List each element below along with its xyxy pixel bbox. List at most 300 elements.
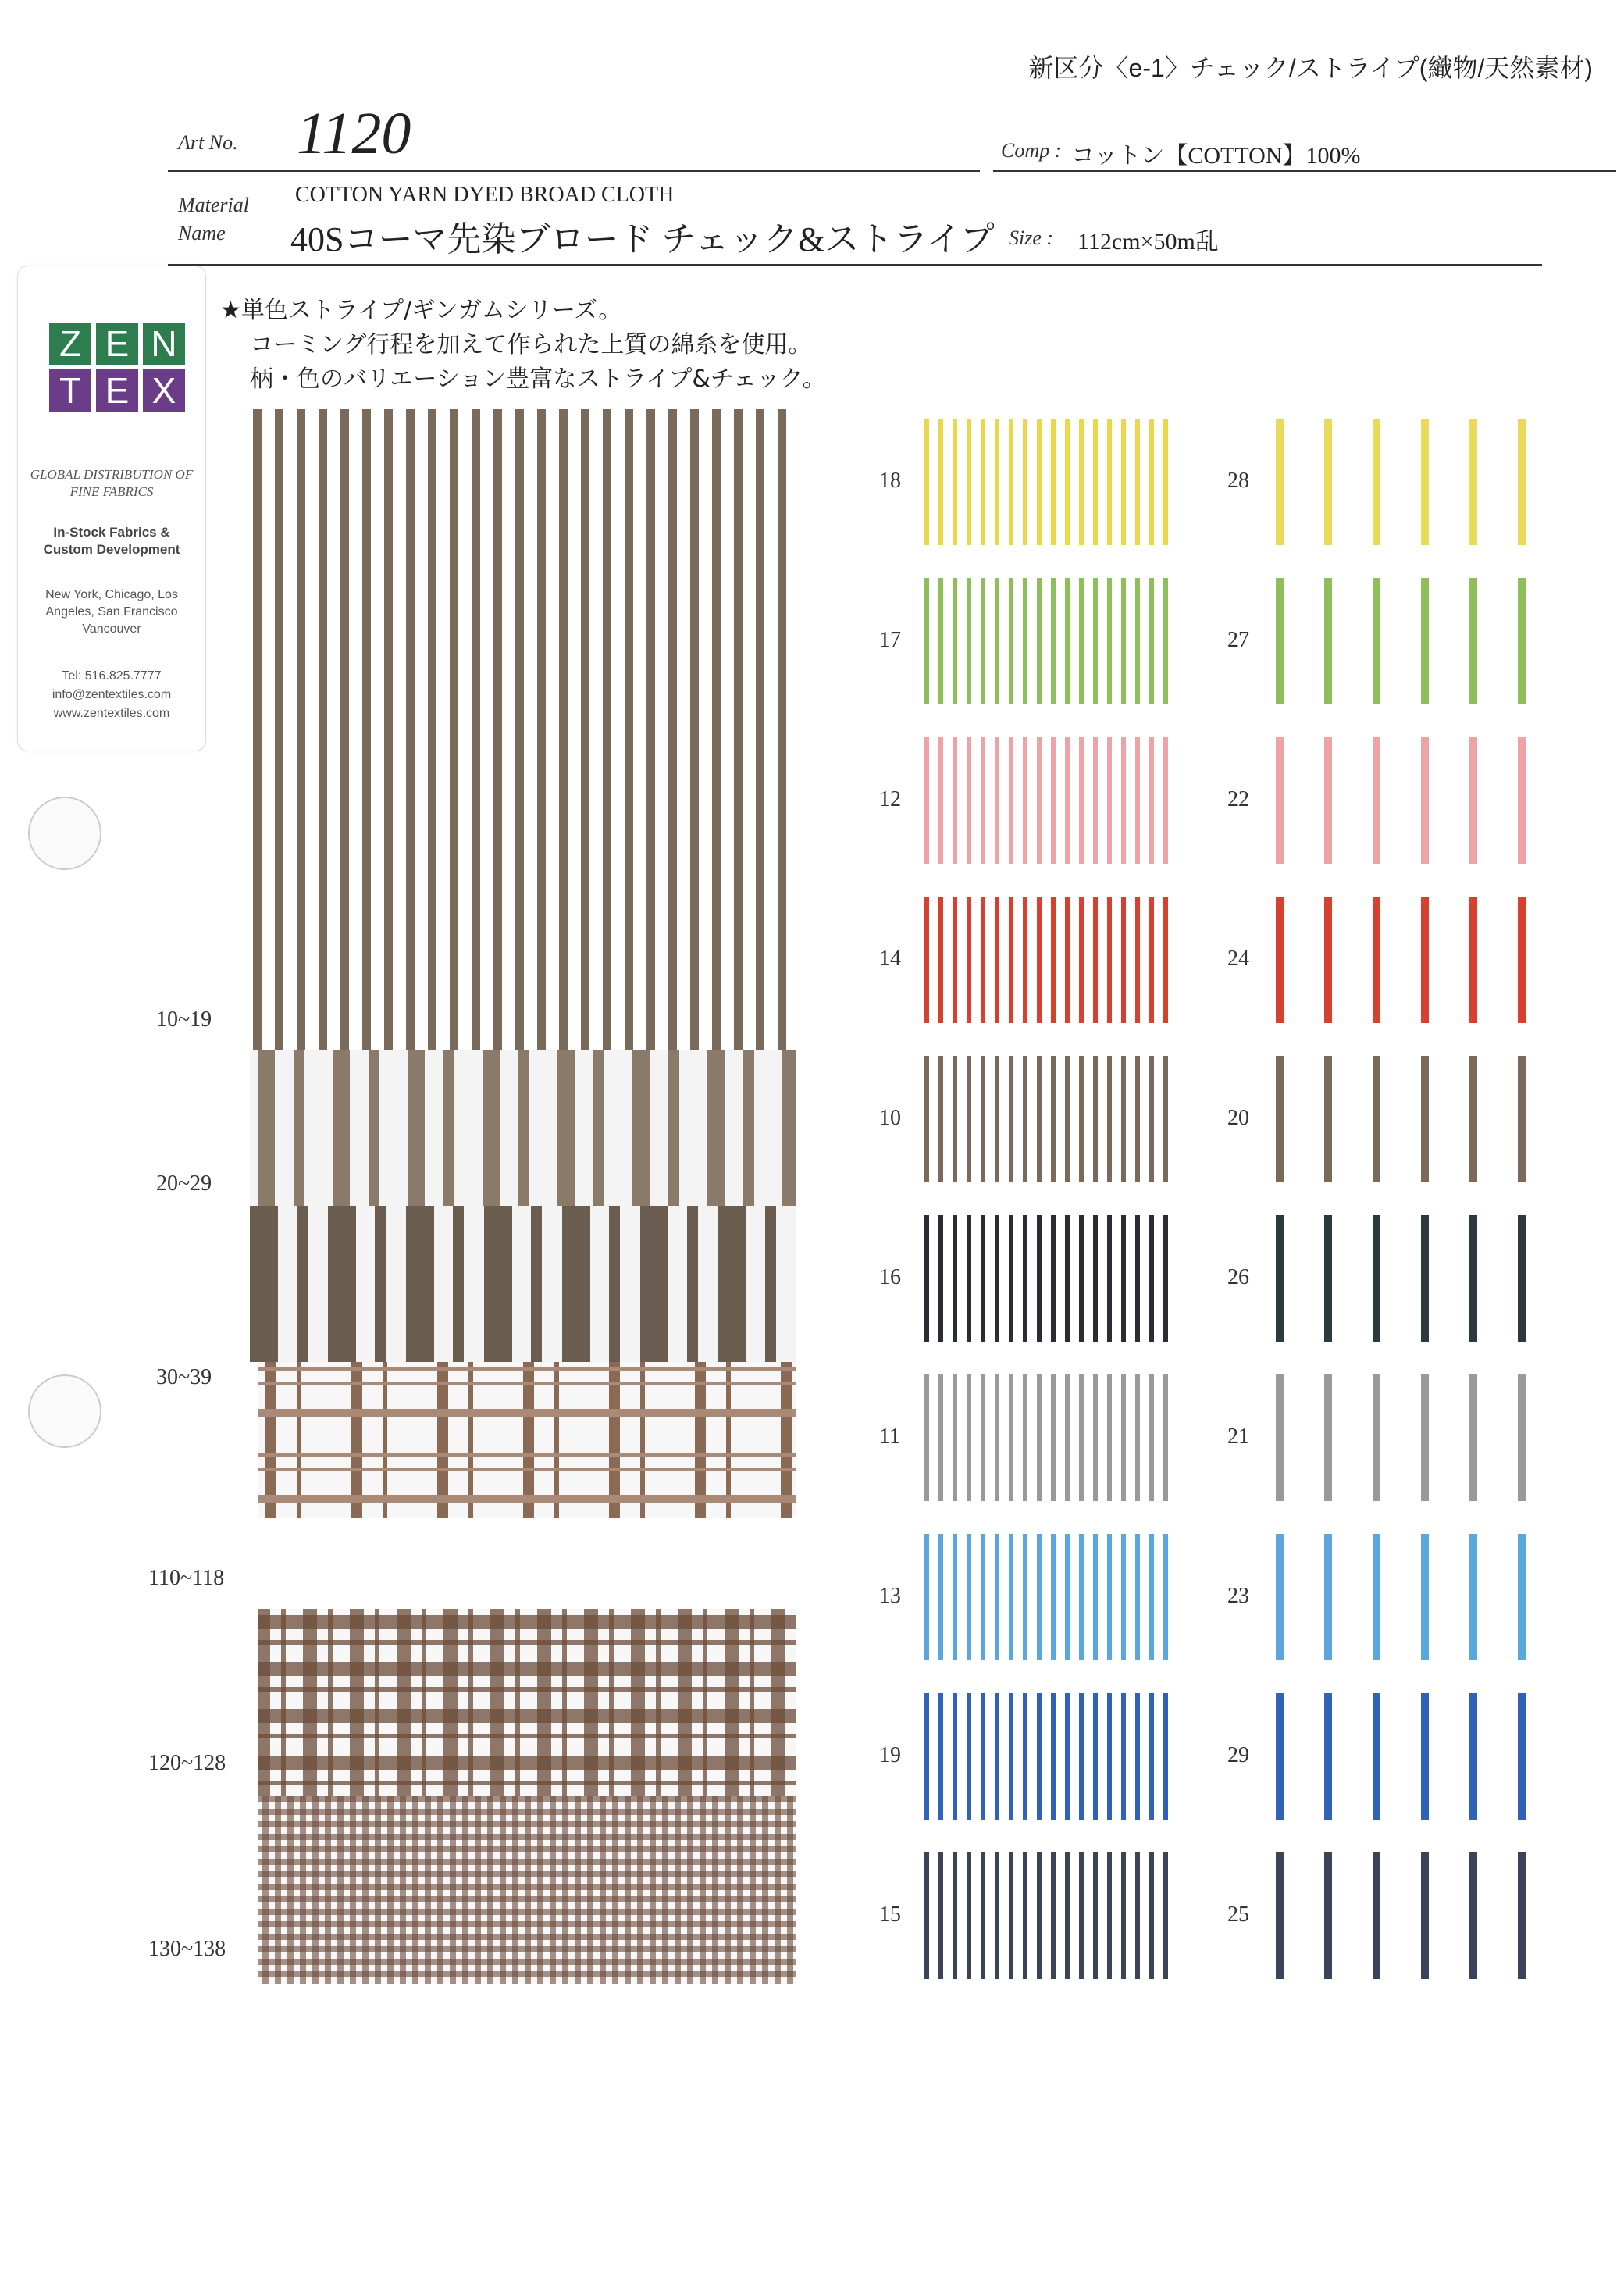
left-col-stripe xyxy=(1065,737,1070,864)
left-col-stripe xyxy=(1051,1534,1056,1660)
right-col-number: 29 xyxy=(1227,1743,1249,1767)
left-col-stripe xyxy=(1009,737,1013,864)
big-swatch-stack xyxy=(250,409,796,1518)
left-col-stripe xyxy=(1135,1852,1140,1979)
left-col-stripe xyxy=(1093,1852,1098,1979)
left-col-stripe xyxy=(1079,1534,1084,1660)
left-col-stripe xyxy=(1149,1374,1154,1501)
right-col-stripe xyxy=(1373,1056,1380,1182)
left-col-stripe xyxy=(1023,1852,1027,1979)
left-col-stripe xyxy=(1107,1534,1112,1660)
left-col-stripe xyxy=(1079,1056,1084,1182)
left-col-stripe xyxy=(1135,1215,1140,1342)
left-col-stripe xyxy=(1037,1374,1042,1501)
left-col-stripe xyxy=(967,1534,971,1660)
left-col-stripe xyxy=(995,1374,999,1501)
right-col-swatch-bg xyxy=(1271,893,1526,1026)
right-col-stripe xyxy=(1324,1852,1332,1979)
left-col-stripe xyxy=(981,419,985,545)
left-col-stripe xyxy=(995,1852,999,1979)
left-col-swatch xyxy=(920,415,1176,548)
brand-tel: Tel: 516.825.7777 xyxy=(62,669,162,683)
left-col-stripe xyxy=(1037,578,1042,704)
left-col-stripe xyxy=(1163,1374,1168,1501)
left-col-stripe xyxy=(1051,1056,1056,1182)
left-col-stripe xyxy=(967,1215,971,1342)
right-col-number: 21 xyxy=(1227,1424,1249,1449)
right-col-stripe xyxy=(1276,1534,1284,1660)
swatch-20-29 xyxy=(250,1050,796,1206)
left-col-stripe xyxy=(1149,1056,1154,1182)
left-col-stripe xyxy=(938,1056,943,1182)
right-col-stripe xyxy=(1469,737,1477,864)
left-col-swatch xyxy=(920,1531,1176,1663)
left-col-stripe xyxy=(1009,1374,1013,1501)
left-col-stripe xyxy=(1135,1374,1140,1501)
left-col-stripe xyxy=(1121,1534,1126,1660)
right-col-stripe xyxy=(1276,1215,1284,1342)
left-col-stripe xyxy=(967,1693,971,1820)
left-col-number: 13 xyxy=(879,1584,901,1608)
left-col-stripe xyxy=(1107,1215,1112,1342)
name-label: Name xyxy=(178,222,226,244)
left-col-stripe xyxy=(924,737,929,864)
left-col-stripe xyxy=(981,1693,985,1820)
left-col-stripe xyxy=(953,1693,957,1820)
left-col-stripe xyxy=(1079,897,1084,1023)
left-col-stripe xyxy=(995,1534,999,1660)
left-col-stripe xyxy=(1107,1693,1112,1820)
left-col-stripe xyxy=(1093,1534,1098,1660)
left-col-stripe xyxy=(995,1693,999,1820)
left-col-stripe xyxy=(938,1215,943,1342)
left-col-stripe xyxy=(1051,419,1056,545)
left-col-stripe xyxy=(1121,1056,1126,1182)
left-col-stripe xyxy=(1065,1534,1070,1660)
left-col-stripe xyxy=(924,419,929,545)
left-col-stripe xyxy=(924,1056,929,1182)
right-col-number: 24 xyxy=(1227,947,1249,971)
right-col-swatch xyxy=(1271,1690,1526,1823)
left-col-stripe xyxy=(1079,1374,1084,1501)
left-col-stripe xyxy=(1023,737,1027,864)
left-col-stripe xyxy=(1079,1852,1084,1979)
comp-rule xyxy=(993,170,1616,172)
left-col-stripe xyxy=(1023,897,1027,1023)
right-col-stripe xyxy=(1324,1215,1332,1342)
category-title: 新区分〈e-1〉チェック/ストライプ(織物/天然素材) xyxy=(1028,54,1593,82)
left-col-stripe xyxy=(967,1374,971,1501)
left-col-stripe xyxy=(995,419,999,545)
right-col-stripe xyxy=(1518,1534,1526,1660)
right-col-stripe xyxy=(1276,1056,1284,1182)
left-col-stripe xyxy=(1163,897,1168,1023)
left-col-stripe xyxy=(953,578,957,704)
left-col-stripe xyxy=(995,1056,999,1182)
left-col-stripe xyxy=(1163,1534,1168,1660)
left-col-number: 16 xyxy=(879,1265,901,1289)
left-col-stripe xyxy=(938,1693,943,1820)
left-col-stripe xyxy=(1051,578,1056,704)
left-col-stripe xyxy=(967,1852,971,1979)
right-col-stripe xyxy=(1469,419,1477,545)
left-col-stripe xyxy=(938,737,943,864)
right-col-number: 23 xyxy=(1227,1584,1249,1608)
left-col-swatch xyxy=(920,734,1176,867)
right-col-swatch-bg xyxy=(1271,1371,1526,1504)
right-col-stripe xyxy=(1518,578,1526,704)
left-col-stripe xyxy=(1065,897,1070,1023)
left-col-stripe xyxy=(1065,1215,1070,1342)
right-col-stripe xyxy=(1276,1374,1284,1501)
left-col-stripe xyxy=(1135,897,1140,1023)
right-col-stripe xyxy=(1276,897,1284,1023)
description-line: コーミング行程を加えて作られた上質の綿糸を使用。 xyxy=(250,331,812,358)
left-col-stripe xyxy=(1023,1056,1027,1182)
left-col-stripe xyxy=(1037,1852,1042,1979)
logo-letter: X xyxy=(143,369,185,412)
left-col-stripe xyxy=(1079,419,1084,545)
left-col-stripe xyxy=(1135,737,1140,864)
right-col-swatch-bg xyxy=(1271,1212,1526,1345)
right-col-stripe xyxy=(1373,1693,1380,1820)
left-col-stripe xyxy=(1149,1693,1154,1820)
description-line: 柄・色のバリエーション豊富なストライプ&チェック。 xyxy=(250,365,826,393)
right-col-number: 28 xyxy=(1227,469,1249,493)
left-col-stripe xyxy=(1051,737,1056,864)
right-col-stripe xyxy=(1421,1056,1429,1182)
right-col-swatch-bg xyxy=(1271,1690,1526,1823)
right-col-swatch xyxy=(1271,415,1526,548)
left-col-stripe xyxy=(1135,1056,1140,1182)
right-col-stripe xyxy=(1518,737,1526,864)
right-col-stripe xyxy=(1518,1693,1526,1820)
left-col-stripe xyxy=(1023,1374,1027,1501)
left-col-number: 10 xyxy=(879,1106,901,1130)
art-no-value: 1120 xyxy=(297,101,411,166)
right-col-stripe xyxy=(1373,578,1380,704)
left-col-stripe xyxy=(967,737,971,864)
left-col-stripe xyxy=(1121,1693,1126,1820)
left-col-stripe xyxy=(967,897,971,1023)
size-value: 112cm×50m乱 xyxy=(1077,229,1219,255)
left-col-stripe xyxy=(1009,1852,1013,1979)
right-col-swatch xyxy=(1271,575,1526,708)
left-col-swatch xyxy=(920,1212,1176,1345)
left-col-stripe xyxy=(1121,1374,1126,1501)
left-col-swatch xyxy=(920,575,1176,708)
right-col-stripe xyxy=(1518,1056,1526,1182)
right-col-swatch xyxy=(1271,734,1526,867)
left-col-stripe xyxy=(1051,1693,1056,1820)
logo-letter: N xyxy=(143,323,185,365)
left-col-stripe xyxy=(1121,578,1126,704)
description-line: ★単色ストライプ/ギンガムシリーズ。 xyxy=(220,297,622,324)
right-col-swatch-bg xyxy=(1271,1849,1526,1982)
left-col-stripe xyxy=(1051,1852,1056,1979)
left-col-stripe xyxy=(953,1534,957,1660)
right-col-stripe xyxy=(1324,1374,1332,1501)
left-col-stripe xyxy=(953,1852,957,1979)
left-col-stripe xyxy=(924,1852,929,1979)
right-col-stripe xyxy=(1276,419,1284,545)
right-col-stripe xyxy=(1469,1374,1477,1501)
left-col-stripe xyxy=(1065,1056,1070,1182)
left-col-stripe xyxy=(1135,578,1140,704)
left-col-stripe xyxy=(1093,1215,1098,1342)
right-col-stripe xyxy=(1469,1852,1477,1979)
left-col-stripe xyxy=(1163,1215,1168,1342)
left-col-stripe xyxy=(1149,1534,1154,1660)
right-col-stripe xyxy=(1373,897,1380,1023)
left-col-number: 18 xyxy=(879,469,901,493)
right-col-number: 26 xyxy=(1227,1265,1249,1289)
left-col-stripe xyxy=(1149,897,1154,1023)
brand-cities: New York, Chicago, Los Angeles, San Francisco Vancouver xyxy=(45,588,178,636)
right-col-swatch-bg xyxy=(1271,575,1526,708)
left-col-number: 19 xyxy=(879,1743,901,1767)
left-col-number: 11 xyxy=(879,1424,900,1449)
left-col-stripe xyxy=(1121,1852,1126,1979)
right-col-stripe xyxy=(1324,737,1332,864)
left-col-stripe xyxy=(1065,1693,1070,1820)
right-col-stripe xyxy=(1469,1056,1477,1182)
left-col-stripe xyxy=(1023,578,1027,704)
logo-letter: T xyxy=(49,369,91,412)
material-en: COTTON YARN DYED BROAD CLOTH xyxy=(295,183,675,207)
right-col-stripe xyxy=(1324,1056,1332,1182)
left-col-stripe xyxy=(981,1215,985,1342)
left-col-stripe xyxy=(953,1056,957,1182)
right-col-stripe xyxy=(1324,1534,1332,1660)
left-col-stripe xyxy=(1093,897,1098,1023)
left-col-stripe xyxy=(1135,419,1140,545)
comp-value: コットン【COTTON】100% xyxy=(1071,143,1361,169)
big-label: 120~128 xyxy=(148,1751,226,1775)
right-col-stripe xyxy=(1276,1852,1284,1979)
left-col-number: 17 xyxy=(879,628,901,652)
right-col-stripe xyxy=(1421,737,1429,864)
left-col-swatch xyxy=(920,1690,1176,1823)
right-col-stripe xyxy=(1518,897,1526,1023)
right-col-stripe xyxy=(1373,1534,1380,1660)
left-col-stripe xyxy=(953,419,957,545)
right-col-stripe xyxy=(1421,1374,1429,1501)
left-col-stripe xyxy=(1079,737,1084,864)
left-col-stripe xyxy=(995,737,999,864)
right-col-stripe xyxy=(1421,1215,1429,1342)
left-col-stripe xyxy=(1121,419,1126,545)
left-col-stripe xyxy=(924,1693,929,1820)
left-col-stripe xyxy=(1051,897,1056,1023)
left-col-stripe xyxy=(953,737,957,864)
left-col-stripe xyxy=(953,897,957,1023)
left-col-swatch xyxy=(920,1053,1176,1186)
right-col-swatch-bg xyxy=(1271,1531,1526,1663)
left-col-stripe xyxy=(1093,578,1098,704)
big-swatch-bottom xyxy=(250,1609,796,1984)
right-col-stripe xyxy=(1421,1852,1429,1979)
logo-row-1 xyxy=(49,323,190,365)
left-col-stripe xyxy=(1037,897,1042,1023)
left-col-stripe xyxy=(1121,1215,1126,1342)
left-col-stripe xyxy=(1163,419,1168,545)
left-col-stripe xyxy=(1037,419,1042,545)
right-col-stripe xyxy=(1373,1215,1380,1342)
left-col-stripe xyxy=(1107,419,1112,545)
brand-email: info@zentextiles.com xyxy=(52,688,172,701)
big-label: 10~19 xyxy=(156,1007,212,1032)
right-col-stripe xyxy=(1421,419,1429,545)
right-col-stripe xyxy=(1518,1374,1526,1501)
left-col-stripe xyxy=(1163,1852,1168,1979)
left-col-stripe xyxy=(1093,1693,1098,1820)
description xyxy=(220,294,826,397)
right-col-stripe xyxy=(1324,419,1332,545)
right-col-stripe xyxy=(1469,1215,1477,1342)
right-col-swatch-bg xyxy=(1271,1053,1526,1186)
left-col-stripe xyxy=(981,578,985,704)
left-col-swatch xyxy=(920,1849,1176,1982)
logo-letter: Z xyxy=(49,323,91,365)
left-col-stripe xyxy=(981,737,985,864)
brand-service: In-Stock Fabrics & Custom Development xyxy=(43,525,180,557)
right-col-stripe xyxy=(1421,897,1429,1023)
right-col-swatch xyxy=(1271,1849,1526,1982)
left-col-stripe xyxy=(1107,737,1112,864)
logo-letter: E xyxy=(96,323,138,365)
big-label: 20~29 xyxy=(156,1171,212,1196)
material-rule xyxy=(168,264,1542,266)
art-no-rule xyxy=(168,170,980,172)
left-col-stripe xyxy=(1023,1534,1027,1660)
left-col-stripe xyxy=(938,578,943,704)
left-col-stripe xyxy=(1149,578,1154,704)
left-col-stripe xyxy=(924,1215,929,1342)
left-col-stripe xyxy=(1051,1374,1056,1501)
big-label: 30~39 xyxy=(156,1365,212,1389)
right-col-swatch xyxy=(1271,1371,1526,1504)
right-col-number: 22 xyxy=(1227,787,1249,811)
left-col-stripe xyxy=(995,1215,999,1342)
right-col-stripe xyxy=(1276,737,1284,864)
right-col-stripe xyxy=(1518,419,1526,545)
left-col-stripe xyxy=(1149,1852,1154,1979)
left-col-stripe xyxy=(938,419,943,545)
left-col-stripe xyxy=(1121,737,1126,864)
logo-row-2 xyxy=(49,369,190,412)
size-label: Size : xyxy=(1009,226,1054,249)
right-col-swatch-bg xyxy=(1271,415,1526,548)
left-col-stripe xyxy=(1163,578,1168,704)
right-col-swatch-bg xyxy=(1271,734,1526,867)
left-col-stripe xyxy=(1009,1693,1013,1820)
left-col-stripe xyxy=(1107,1852,1112,1979)
left-col-stripe xyxy=(981,1534,985,1660)
right-col-swatch xyxy=(1271,1212,1526,1345)
brand-web: www.zentextiles.com xyxy=(53,707,170,720)
left-col-stripe xyxy=(995,897,999,1023)
right-col-stripe xyxy=(1421,578,1429,704)
left-col-stripe xyxy=(1023,419,1027,545)
right-col-stripe xyxy=(1373,419,1380,545)
left-col-stripe xyxy=(1107,578,1112,704)
left-col-stripe xyxy=(995,578,999,704)
left-col-stripe xyxy=(1009,419,1013,545)
left-col-stripe xyxy=(967,1056,971,1182)
left-col-stripe xyxy=(981,1056,985,1182)
comp-label: Comp : xyxy=(1001,139,1062,162)
left-col-stripe xyxy=(1009,578,1013,704)
right-col-number: 25 xyxy=(1227,1902,1249,1927)
left-col-stripe xyxy=(1079,578,1084,704)
left-col-swatch xyxy=(920,1371,1176,1504)
left-col-stripe xyxy=(924,578,929,704)
left-col-stripe xyxy=(1023,1215,1027,1342)
left-col-stripe xyxy=(953,1215,957,1342)
right-col-swatch xyxy=(1271,893,1526,1026)
left-col-number: 14 xyxy=(879,947,901,971)
left-col-stripe xyxy=(1093,1374,1098,1501)
left-col-stripe xyxy=(1107,897,1112,1023)
left-col-swatch xyxy=(920,893,1176,1026)
right-col-stripe xyxy=(1469,1534,1477,1660)
big-label: 130~138 xyxy=(148,1937,226,1961)
punch-hole-bottom xyxy=(28,1374,102,1448)
right-col-stripe xyxy=(1276,1693,1284,1820)
left-col-stripe xyxy=(1065,1374,1070,1501)
left-col-stripe xyxy=(938,1534,943,1660)
left-col-stripe xyxy=(924,1534,929,1660)
left-col-stripe xyxy=(953,1374,957,1501)
right-col-stripe xyxy=(1518,1852,1526,1979)
right-col-stripe xyxy=(1421,1534,1429,1660)
big-label: 110~118 xyxy=(148,1566,225,1590)
brand-card xyxy=(17,266,206,751)
left-col-stripe xyxy=(981,1374,985,1501)
left-col-stripe xyxy=(1009,1056,1013,1182)
left-col-stripe xyxy=(1079,1693,1084,1820)
left-col-stripe xyxy=(1037,737,1042,864)
left-col-number: 15 xyxy=(879,1902,901,1927)
left-col-stripe xyxy=(1037,1693,1042,1820)
right-col-number: 27 xyxy=(1227,628,1249,652)
right-col-stripe xyxy=(1324,1693,1332,1820)
left-col-stripe xyxy=(1107,1056,1112,1182)
left-col-stripe xyxy=(1093,1056,1098,1182)
left-col-stripe xyxy=(1037,1056,1042,1182)
art-no-label: Art No. xyxy=(178,131,238,154)
left-col-stripe xyxy=(1135,1693,1140,1820)
swatch-30-39 xyxy=(250,1206,796,1362)
left-col-stripe xyxy=(1009,897,1013,1023)
right-col-stripe xyxy=(1469,1693,1477,1820)
left-col-stripe xyxy=(924,897,929,1023)
logo-letter: E xyxy=(96,369,138,412)
left-col-stripe xyxy=(981,897,985,1023)
right-col-number: 20 xyxy=(1227,1106,1249,1130)
brand-tagline: GLOBAL DISTRIBUTION OF FINE FABRICS xyxy=(30,467,194,499)
right-col-stripe xyxy=(1373,737,1380,864)
left-col-stripe xyxy=(1163,737,1168,864)
left-col-stripe xyxy=(967,419,971,545)
left-col-stripe xyxy=(1009,1534,1013,1660)
left-col-stripe xyxy=(1065,419,1070,545)
left-col-stripe xyxy=(1023,1693,1027,1820)
left-col-stripe xyxy=(1107,1374,1112,1501)
right-col-stripe xyxy=(1469,578,1477,704)
swatch-120-128-fill xyxy=(258,1609,796,1796)
